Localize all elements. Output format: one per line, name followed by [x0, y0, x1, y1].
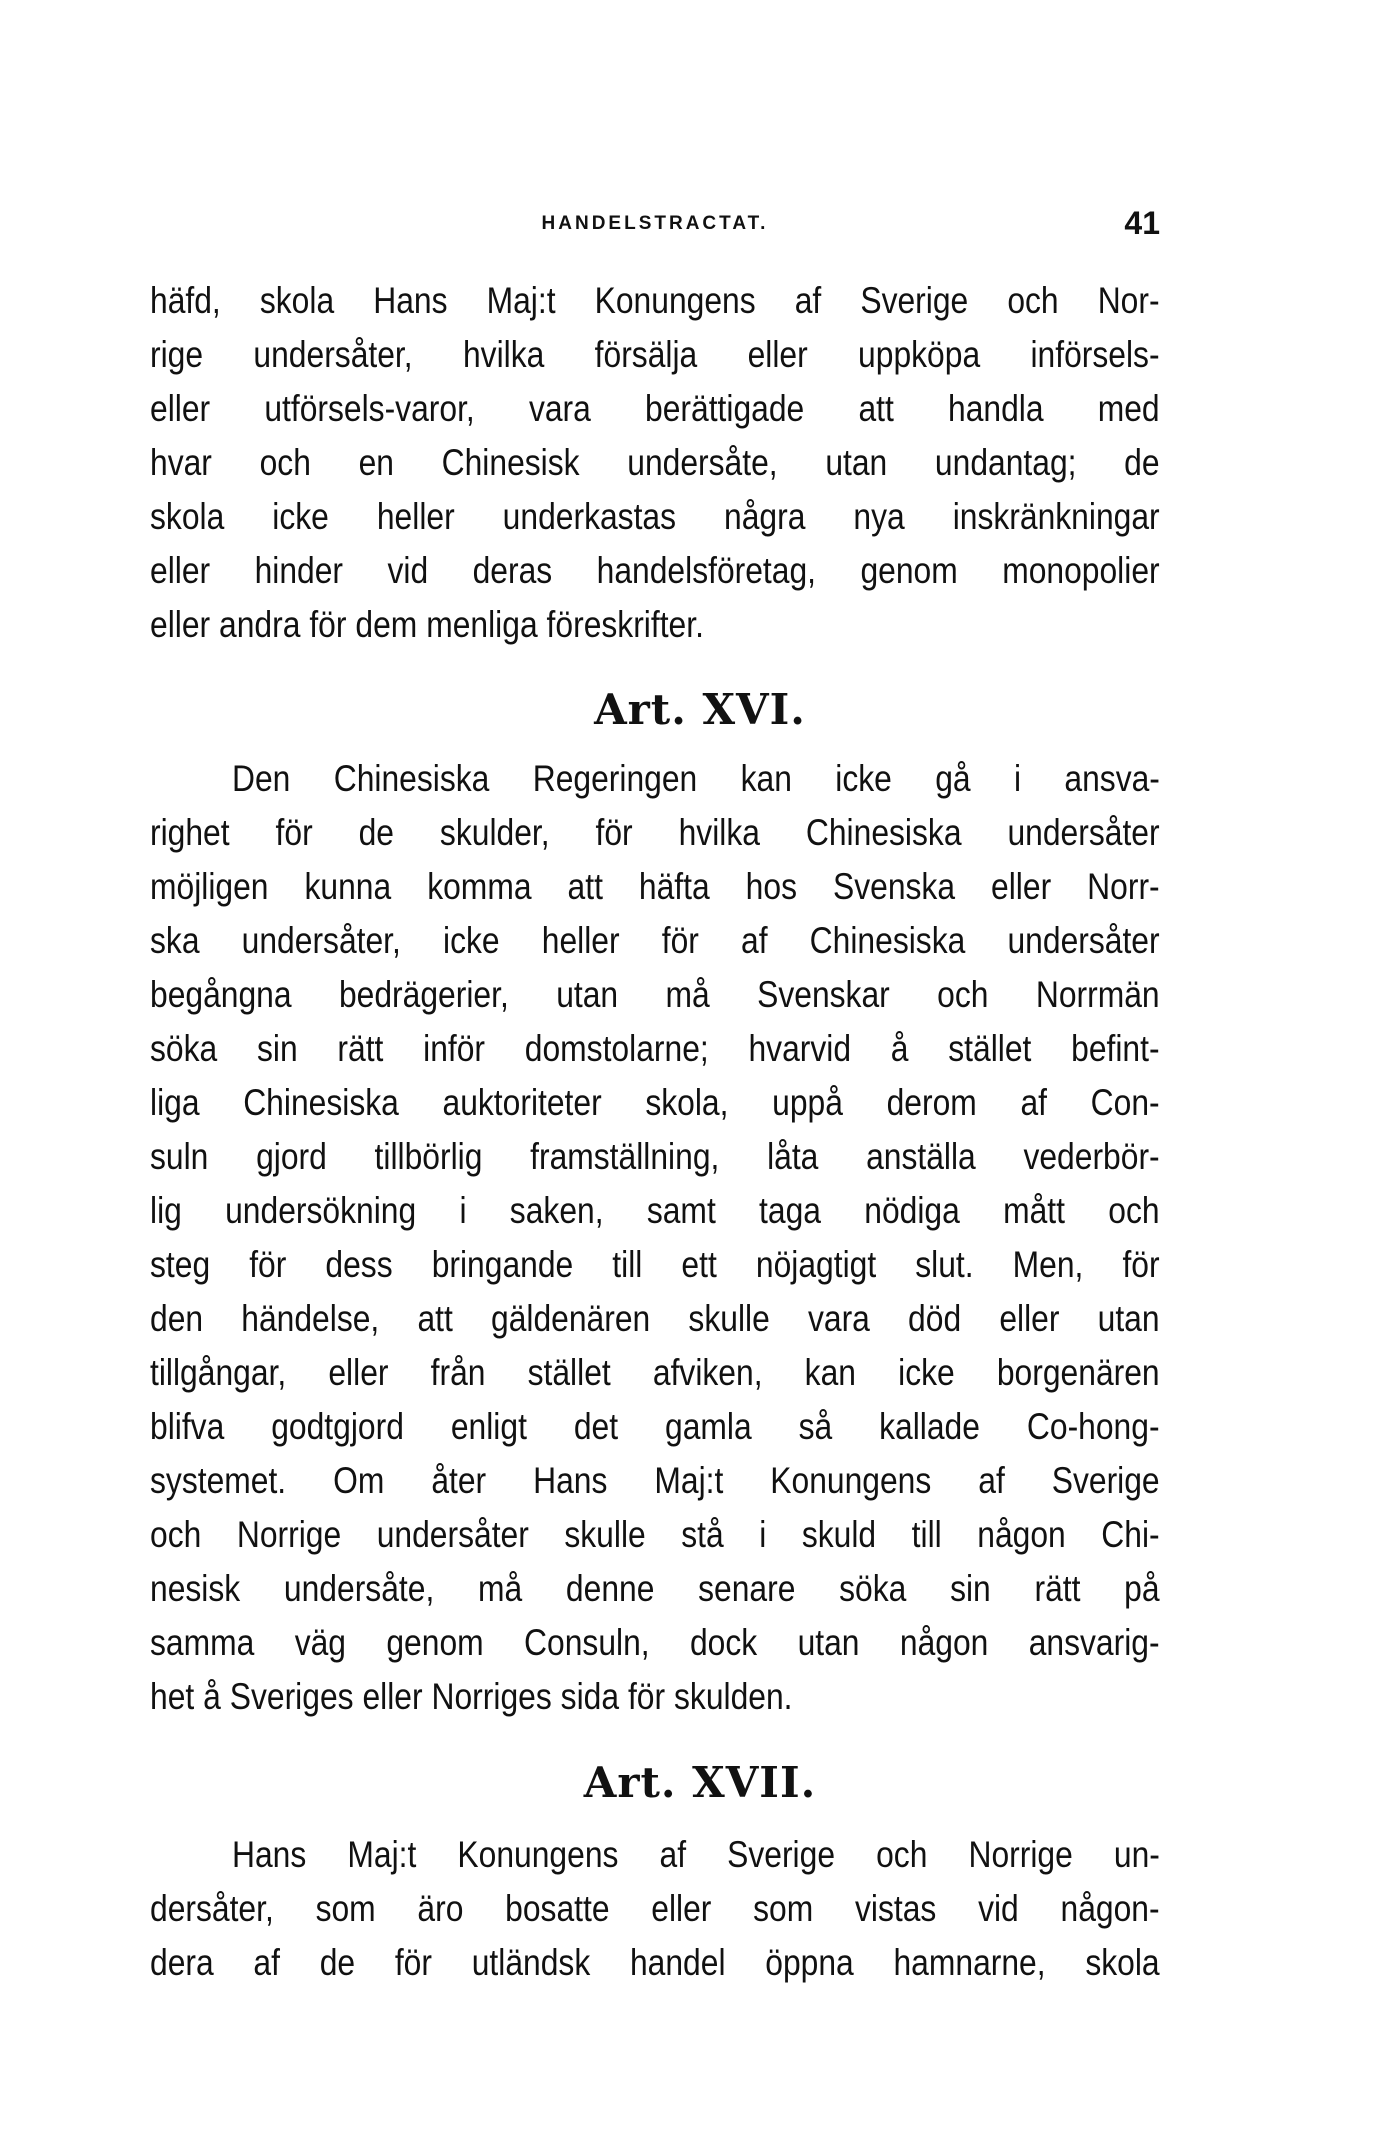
text-line: rige undersåter, hvilka försälja eller uppköpa införsels- — [150, 334, 1160, 375]
text-line: eller utförsels-varor, vara berättigade att handla med — [150, 388, 1160, 429]
text-line: samma väg genom Consuln, dock utan någon ansvarig- — [150, 1622, 1160, 1663]
text-line: och Norrige undersåter skulle stå i skuld till någon Chi- — [150, 1514, 1160, 1555]
text-line: righet för de skulder, för hvilka Chinesiska undersåter — [150, 812, 1160, 853]
text-line: suln gjord tillbörlig framställning, låta anställa vederbör- — [150, 1136, 1160, 1177]
text-line: dersåter, som äro bosatte eller som vistas vid någon- — [150, 1888, 1160, 1929]
text-line: Hans Maj:t Konungens af Sverige och Norrige un- — [232, 1834, 1160, 1875]
text-line: tillgångar, eller från stället afviken, kan icke borgenären — [150, 1352, 1160, 1393]
text-line: dera af de för utländsk handel öppna hamnarne, skola — [150, 1942, 1160, 1983]
text-line: nesisk undersåte, må denne senare söka sin rätt på — [150, 1568, 1160, 1609]
text-line: häfd, skola Hans Maj:t Konungens af Sverige och Nor- — [150, 280, 1160, 321]
text-line: möjligen kunna komma att häfta hos Svenska eller Norr- — [150, 866, 1160, 907]
text-line: lig undersökning i saken, samt taga nödiga mått och — [150, 1190, 1160, 1231]
text-line: skola icke heller underkastas några nya inskränkningar — [150, 496, 1160, 537]
text-line: Den Chinesiska Regeringen kan icke gå i ansva- — [232, 758, 1160, 799]
text-line: den händelse, att gäldenären skulle vara död eller utan — [150, 1298, 1160, 1339]
text-line: systemet. Om åter Hans Maj:t Konungens af Sverige — [150, 1460, 1160, 1501]
text-line: hvar och en Chinesisk undersåte, utan undantag; de — [150, 442, 1160, 483]
text-line: blifva godtgjord enligt det gamla så kallade Co-hong- — [150, 1406, 1160, 1447]
text-line: eller hinder vid deras handelsföretag, genom monopolier — [150, 550, 1160, 591]
text-line: liga Chinesiska auktoriteter skola, uppå derom af Con- — [150, 1082, 1160, 1123]
text-line: begångna bedrägerier, utan må Svenskar och Norrmän — [150, 974, 1160, 1015]
text-line: ska undersåter, icke heller för af Chinesiska undersåter — [150, 920, 1160, 961]
text-line: steg för dess bringande till ett nöjagtigt slut. Men, för — [150, 1244, 1160, 1285]
text-line: eller andra för dem menliga föreskrifter. — [150, 604, 704, 645]
article-heading: Art. XVI. — [594, 685, 806, 734]
running-head: HANDELSTRACTAT. — [541, 213, 769, 234]
article-heading: Art. XVII. — [583, 1758, 817, 1807]
text-line: söka sin rätt inför domstolarne; hvarvid å stället befint- — [150, 1028, 1160, 1069]
page-number: 41 — [1124, 205, 1160, 241]
page-header — [150, 205, 1160, 245]
text-line: het å Sveriges eller Norriges sida för skulden. — [150, 1676, 793, 1717]
